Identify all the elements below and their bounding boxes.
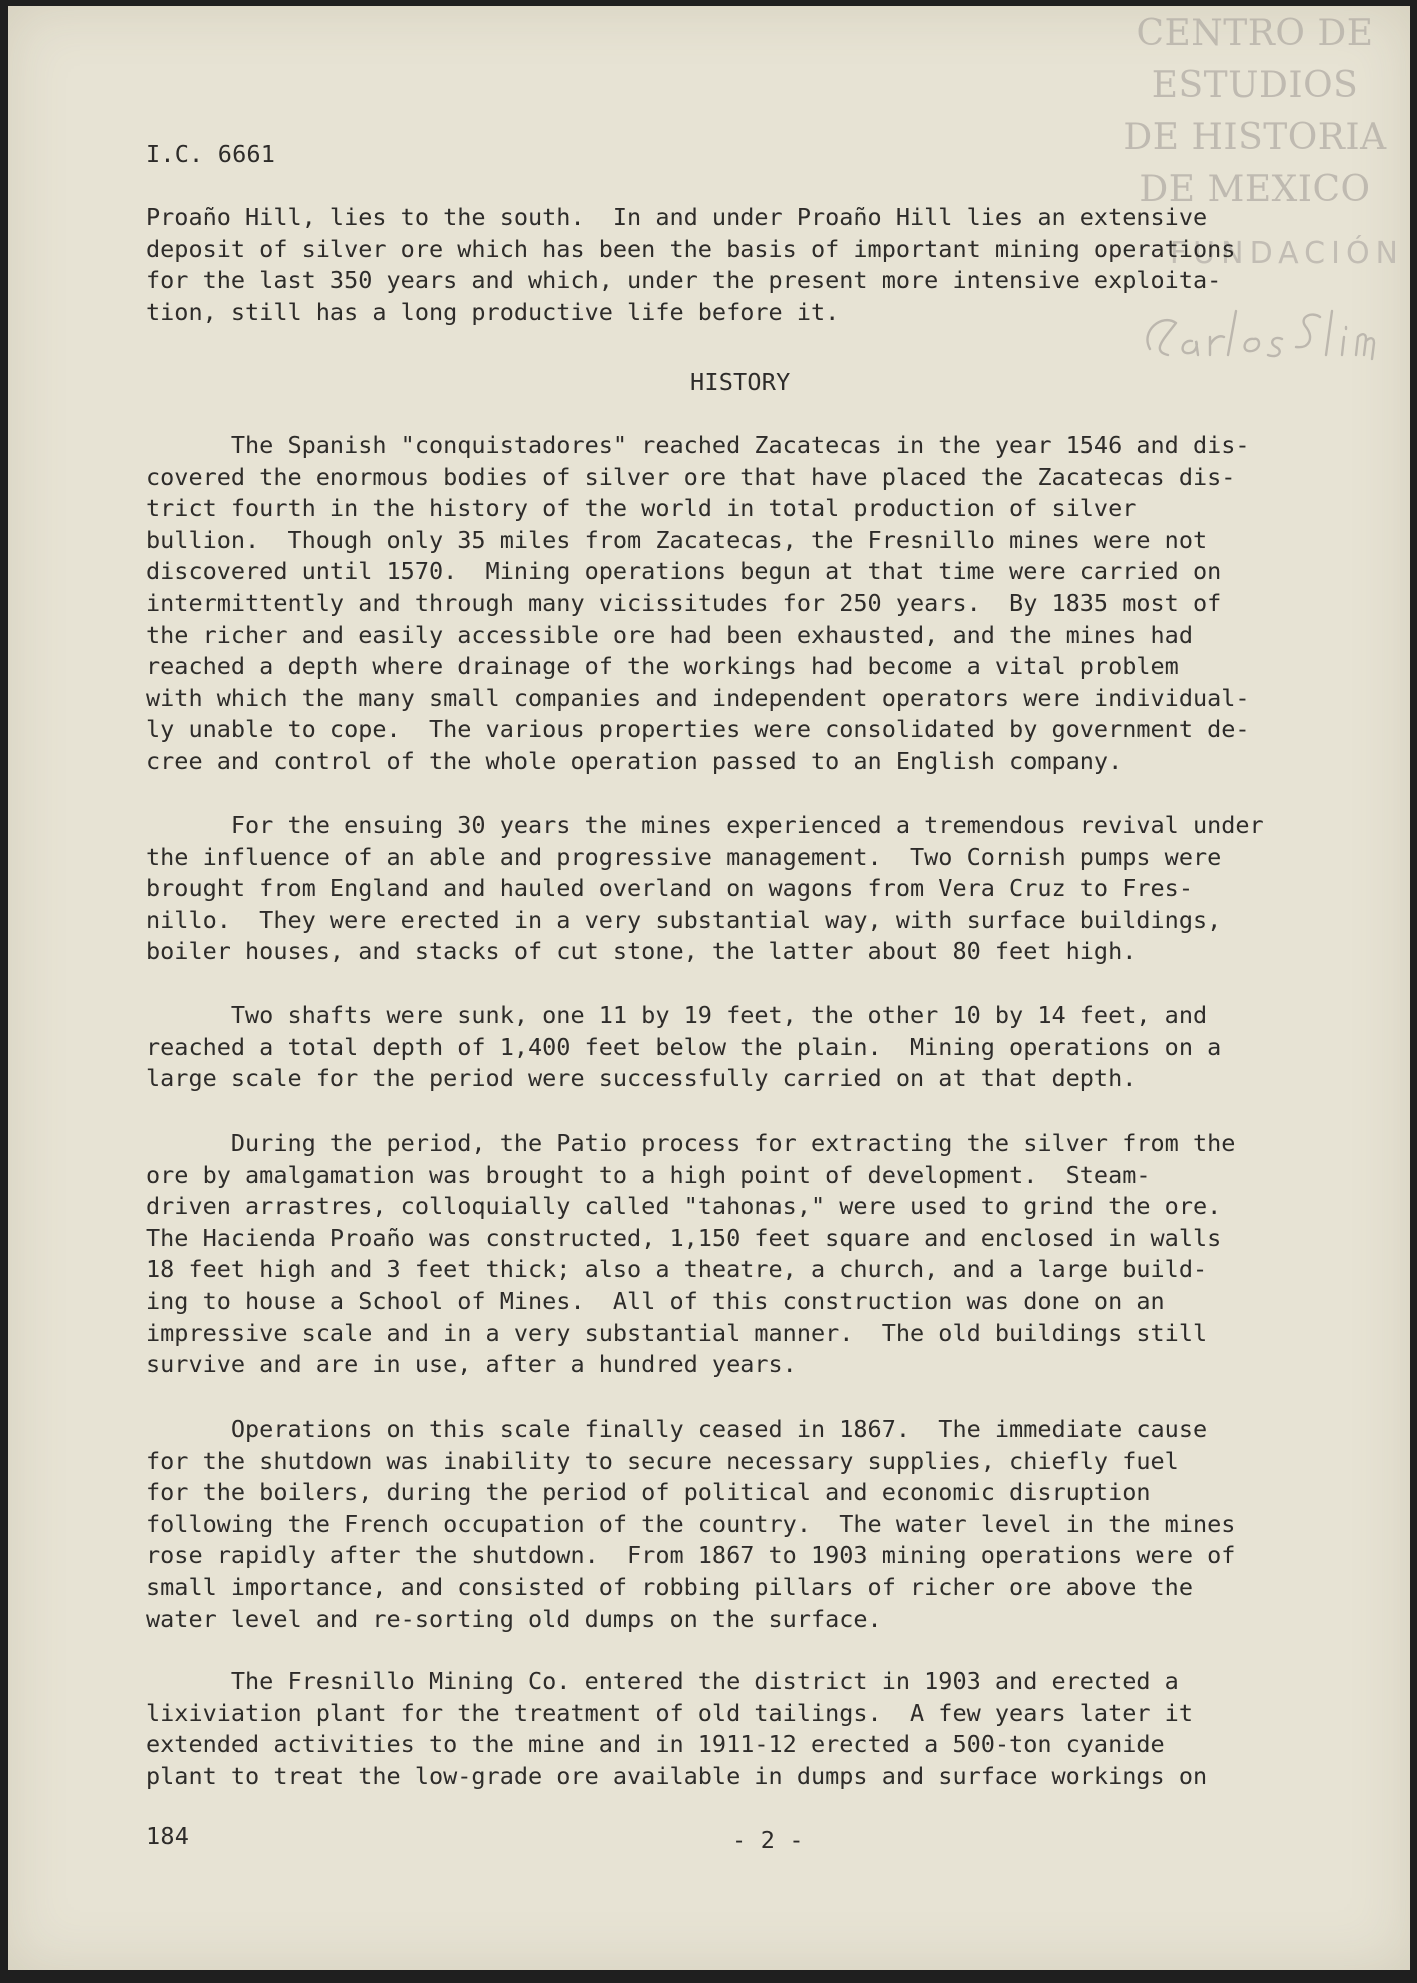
text-line: ly unable to cope. The various properties were consolidated by government de- bbox=[146, 715, 1250, 744]
text-line: Two shafts were sunk, one 11 by 19 feet, the other 10 by 14 feet, and bbox=[146, 1001, 1208, 1029]
text-line: extended activities to the mine and in 1911-12 erected a 500-ton cyanide bbox=[146, 1730, 1165, 1759]
text-line: rose rapidly after the shutdown. From 1867 to 1903 mining operations were of bbox=[146, 1541, 1236, 1570]
document-id: I.C. 6661 bbox=[146, 140, 276, 168]
text-line: driven arrastres, colloquially called "tahonas," were used to grind the ore. bbox=[146, 1192, 1222, 1221]
text-line: For the ensuing 30 years the mines experienced a tremendous revival under bbox=[146, 811, 1264, 839]
watermark-line: DE HISTORIA bbox=[1123, 117, 1387, 158]
text-line: discovered until 1570. Mining operations begun at that time were carried on bbox=[146, 557, 1222, 586]
text-line: ing to house a School of Mines. All of this construction was done on an bbox=[146, 1286, 1165, 1315]
text-line: Proaño Hill, lies to the south. In and under Proaño Hill lies an extensive bbox=[146, 203, 1208, 231]
text-line: for the shutdown was inability to secure necessary supplies, chiefly fuel bbox=[146, 1446, 1179, 1475]
text-line: reached a depth where drainage of the workings had become a vital problem bbox=[146, 652, 1179, 681]
text-line: lixiviation plant for the treatment of old tailings. A few years later it bbox=[146, 1698, 1193, 1727]
text-line: 18 feet high and 3 feet thick; also a theatre, a church, and a large build- bbox=[146, 1255, 1208, 1284]
text-line: impressive scale and in a very substantial manner. The old buildings still bbox=[146, 1318, 1208, 1347]
section-heading: HISTORY bbox=[690, 368, 791, 396]
paragraph bbox=[146, 1414, 1235, 1635]
text-line: survive and are in use, after a hundred years. bbox=[146, 1350, 797, 1379]
text-line: tion, still has a long productive life before it. bbox=[146, 297, 840, 326]
paragraph bbox=[146, 810, 1264, 968]
text-line: following the French occupation of the country. The water level in the mines bbox=[146, 1509, 1236, 1538]
paragraph bbox=[146, 430, 1250, 778]
text-line: large scale for the period were successfully carried on at that depth. bbox=[146, 1064, 1137, 1093]
text-line: trict fourth in the history of the world in total production of silver bbox=[146, 494, 1137, 523]
text-line: deposit of silver ore which has been the basis of important mining operations bbox=[146, 234, 1236, 263]
paragraph bbox=[146, 1128, 1235, 1381]
paragraph bbox=[146, 1000, 1221, 1095]
text-line: The Fresnillo Mining Co. entered the district in 1903 and erected a bbox=[146, 1667, 1179, 1695]
text-line: cree and control of the whole operation passed to an English company. bbox=[146, 746, 1123, 775]
page-reference-number: 184 bbox=[146, 1822, 190, 1850]
paragraph bbox=[146, 1666, 1207, 1792]
text-line: nillo. They were erected in a very substantial way, with surface buildings, bbox=[146, 905, 1222, 934]
text-line: small importance, and consisted of robbing pillars of richer ore above the bbox=[146, 1572, 1193, 1601]
text-line: intermittently and through many vicissitudes for 250 years. By 1835 most of bbox=[146, 588, 1222, 617]
document-page bbox=[8, 6, 1410, 1970]
intro-paragraph bbox=[146, 202, 1235, 328]
watermark-line: ESTUDIOS bbox=[1151, 65, 1359, 106]
text-line: The Hacienda Proaño was constructed, 1,150 feet square and enclosed in walls bbox=[146, 1223, 1222, 1252]
text-line: covered the enormous bodies of silver ore that have placed the Zacatecas dis- bbox=[146, 462, 1236, 491]
text-line: water level and re-sorting old dumps on the surface. bbox=[146, 1604, 882, 1633]
watermark-line: DE MEXICO bbox=[1139, 169, 1371, 210]
text-line: bullion. Though only 35 miles from Zacatecas, the Fresnillo mines were not bbox=[146, 525, 1208, 554]
text-line: plant to treat the low-grade ore available in dumps and surface workings on bbox=[146, 1761, 1208, 1790]
text-line: The Spanish "conquistadores" reached Zacatecas in the year 1546 and dis- bbox=[146, 431, 1250, 459]
text-line: During the period, the Patio process for extracting the silver from the bbox=[146, 1129, 1236, 1157]
text-line: brought from England and hauled overland on wagons from Vera Cruz to Fres- bbox=[146, 874, 1193, 903]
watermark-fund-text: FUNDACIÓN bbox=[1169, 236, 1404, 271]
text-line: boiler houses, and stacks of cut stone, the latter about 80 feet high. bbox=[146, 937, 1137, 966]
text-line: for the last 350 years and which, under the present more intensive exploita- bbox=[146, 266, 1222, 295]
watermark-line: CENTRO DE bbox=[1136, 13, 1374, 54]
text-line: Operations on this scale finally ceased in 1867. The immediate cause bbox=[146, 1415, 1208, 1443]
text-line: the richer and easily accessible ore had been exhausted, and the mines had bbox=[146, 620, 1193, 649]
text-line: with which the many small companies and independent operators were individual- bbox=[146, 683, 1250, 712]
page-number: - 2 - bbox=[732, 1826, 804, 1854]
text-line: the influence of an able and progressive management. Two Cornish pumps were bbox=[146, 842, 1222, 871]
text-line: ore by amalgamation was brought to a high point of development. Steam- bbox=[146, 1160, 1151, 1189]
text-line: reached a total depth of 1,400 feet below the plain. Mining operations on a bbox=[146, 1032, 1222, 1061]
archive-watermark bbox=[1110, 8, 1400, 216]
text-line: for the boilers, during the period of political and economic disruption bbox=[146, 1478, 1151, 1507]
